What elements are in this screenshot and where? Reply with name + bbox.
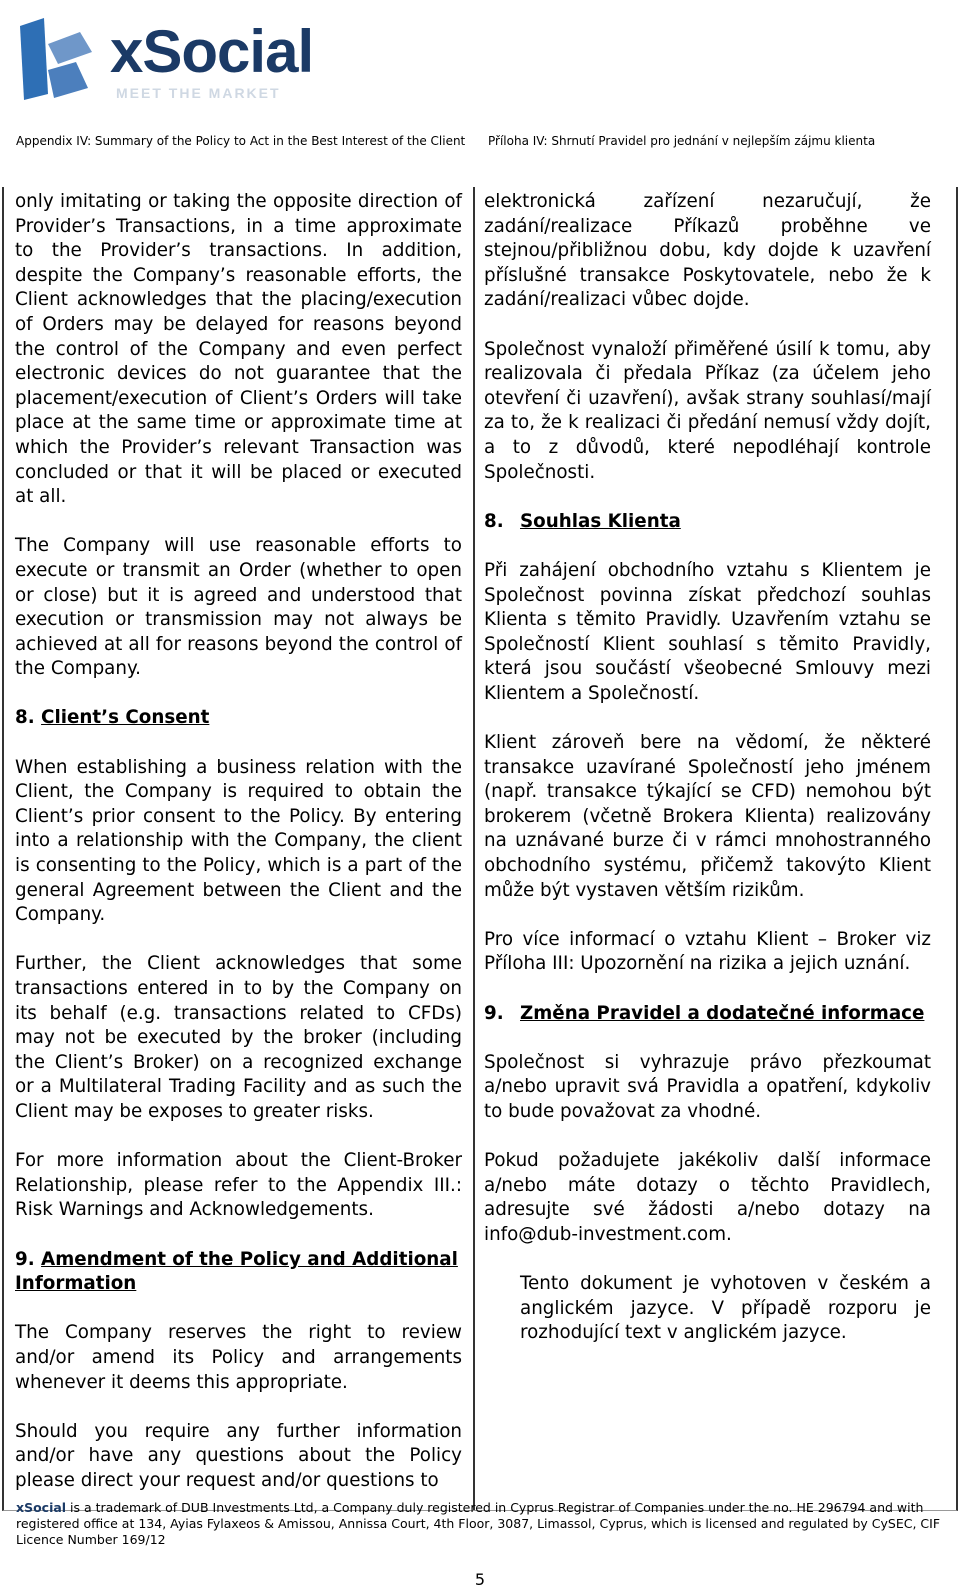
en-section-9-heading (15, 1248, 462, 1297)
en-paragraph-4: Further, the Client acknowledges that some transactions entered in to by the Company on its behalf (e.g. transactions related to CFDs) may not be executed by the broker (including the Client’s Broker) on a recognized exchange or a Multilateral Trading Facility and as such the Client may be exposes to greater risks. (15, 953, 462, 1122)
en-paragraph-3: When establishing a business relation with the Client, the Company is required to obtain the Client’s prior consent to the Policy. By entering into a relationship with the Company, the client is consenting to the Policy, which is a part of the general Agreement between the Client and the Company. (15, 756, 462, 926)
cz-paragraph-8: Tento dokument je vyhotoven v českém a anglickém jazyce. V případě rozporu je rozhodující text v anglickém jazyce. (520, 1273, 931, 1344)
cz-paragraph-1: elektronická zařízení nezaručují, že zadání/realizace Příkazů proběhne ve stejnou/přibližnou dobu, kdy dojde k uzavření příslušné transakce Poskytovatele, nebo že k zadání/realizaci vůbec dojde. (484, 191, 931, 311)
cz-paragraph-4: Klient zároveň bere na vědomí, že některé transakce uzavírané Společností jeho jménem (např. transakce týkající se CFD) nemohou být brokerem (včetně Brokera Klienta) realizovány na uznávané burze či v rámci mnohostranného obchodního systému, přičemž takovýto Klient může být vystaven větším rizikům. (484, 732, 931, 901)
cz-section-8-title: Souhlas Klienta (520, 510, 681, 532)
en-paragraph-7: Should you require any further information and/or have any questions about the Policy please direct your request and/or questions to (15, 1420, 462, 1491)
logo-wordmark: xSocial (110, 18, 314, 85)
column-divider (473, 187, 475, 1510)
en-paragraph-5: For more information about the Client-Broker Relationship, please refer to the Appendix III.: Risk Warnings and Acknowledgements. (15, 1150, 462, 1221)
cz-paragraph-5: Pro více informací o vztahu Klient – Broker viz Příloha III: Upozornění na rizika a jejich uznání. (484, 928, 931, 975)
en-paragraph-1: only imitating or taking the opposite direction of Provider’s Transactions, in a time approximate to the Provider’s transactions. In addition, despite the Company’s reasonable efforts, the Client acknowledges that the placing/execution of Orders may be delayed for reasons beyond the control of the Company and even perfect electronic devices do not guarantee that the placement/execution of Client’s Orders will take place at the same time or approximate time at which the Provider’s relevant Transaction was concluded or that it will be placed or executed at all. (15, 191, 462, 508)
en-paragraph-6: The Company reserves the right to review and/or amend its Policy and arrangements whenever it deems this appropriate. (15, 1322, 462, 1393)
cz-paragraph-3: Při zahájení obchodního vztahu s Klientem je Společnost povinna získat předchozí souhlas Klienta s těmito Pravidly. Uzavřením vztahu se Společností Klient souhlasí s těmito Pravidly, která jsou součástí všeobecné Smlouvy mezi Klientem a Společností. (484, 559, 931, 704)
cz-section-9-title: Změna Pravidel a dodatečné informace (520, 1002, 925, 1024)
cz-paragraph-7: Pokud požadujete jakékoliv další informace a/nebo máte dotazy o těchto Pravidlech, adresujte své žádosti a/nebo dotazy na info@dub-investment.com. (484, 1150, 931, 1245)
logo-mark-icon (14, 14, 106, 106)
legal-footer (16, 1500, 942, 1548)
en-section-8-title: Client’s Consent (41, 707, 210, 729)
cz-section-8-number: 8. (484, 510, 504, 532)
cz-section-8-heading (484, 510, 931, 535)
footer-brand: xSocial (16, 1500, 67, 1515)
header-english: Appendix IV: Summary of the Policy to Act in the Best Interest of the Client (16, 134, 466, 148)
cz-paragraph-6: Společnost si vyhrazuje právo přezkoumat a/nebo upravit svá Pravidla a opatření, kdykoliv to bude považovat za vhodné. (484, 1051, 931, 1122)
footer-text: is a trademark of DUB Investments Ltd, a Company duly registered in Cyprus Registrar of Companies under the no. HE 296794 and with registered office at 134, Ayias Fylaxeos & Amissou, Annissa Court, 4th Floor, 3087, Limassol, Cyprus, which is licensed and regulated by CySEC, CIF Licence Number 169/12 (16, 1500, 941, 1547)
en-section-9-title: Amendment of the Policy and Additional Information (15, 1248, 458, 1295)
en-paragraph-2: The Company will use reasonable efforts to execute or transmit an Order (whether to open or close) but it is agreed and understood that execution or transmission may not always be achieved at all for reasons beyond the control of the Company. (15, 535, 462, 680)
logo-tagline: MEET THE MARKET (116, 85, 281, 101)
en-section-9-number: 9. (15, 1248, 35, 1270)
english-column (15, 190, 462, 1518)
cz-section-9-heading (484, 1002, 931, 1027)
header-czech: Příloha IV: Shrnutí Pravidel pro jednání v nejlepším zájmu klienta (488, 134, 876, 148)
company-logo (14, 14, 334, 106)
czech-column (484, 190, 931, 1371)
cz-paragraph-2: Společnost vynaloží přiměřené úsilí k tomu, aby realizovala či předala Příkaz (za účelem jeho otevření či uzavření), avšak strany souhlasí/mají za to, že k realizaci či předání nemusí vždy dojít, a to z důvodů, které nepodléhají kontrole Společnosti. (484, 338, 931, 483)
page-number: 5 (474, 1570, 486, 1589)
en-section-8-number: 8. (15, 707, 35, 729)
cz-section-9-number: 9. (484, 1002, 504, 1024)
en-section-8-heading (15, 706, 462, 731)
